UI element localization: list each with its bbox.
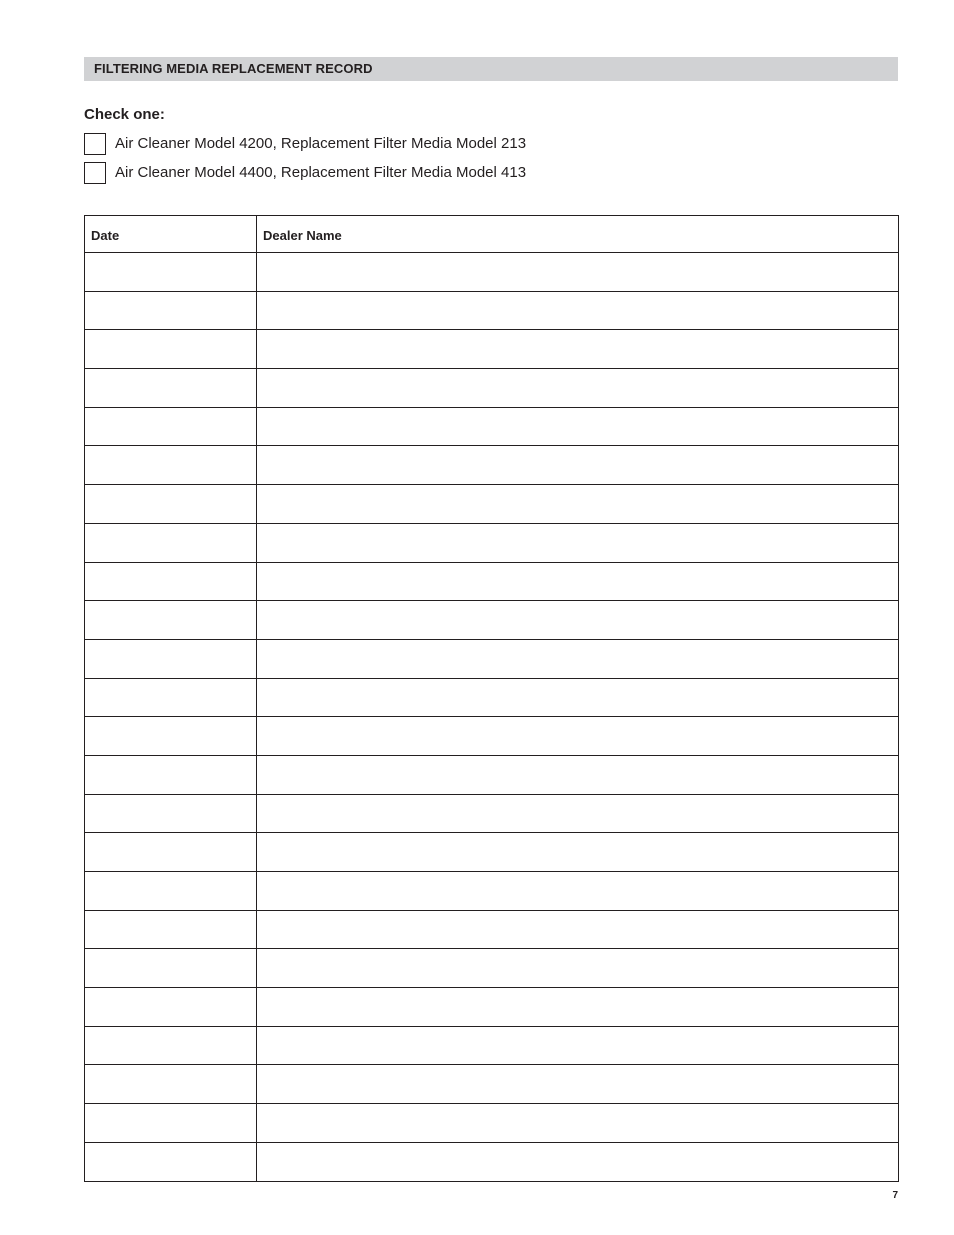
dealer-name-cell[interactable] <box>257 910 899 949</box>
table-row <box>85 291 899 330</box>
check-one-title: Check one: <box>84 106 165 123</box>
table-row <box>85 755 899 794</box>
replacement-record-table <box>84 215 899 1182</box>
date-cell[interactable] <box>85 833 257 872</box>
dealer-name-cell[interactable] <box>257 369 899 408</box>
dealer-name-cell[interactable] <box>257 949 899 988</box>
table-row <box>85 833 899 872</box>
dealer-name-cell[interactable] <box>257 1026 899 1065</box>
table-row <box>85 639 899 678</box>
option-label-model-4400: Air Cleaner Model 4400, Replacement Filter Media Model 413 <box>115 164 527 181</box>
dealer-name-cell[interactable] <box>257 485 899 524</box>
dealer-name-cell[interactable] <box>257 755 899 794</box>
table-row <box>85 407 899 446</box>
dealer-name-cell[interactable] <box>257 717 899 756</box>
table-row <box>85 1142 899 1181</box>
date-cell[interactable] <box>85 369 257 408</box>
page-number: 7 <box>892 1190 898 1201</box>
date-cell[interactable] <box>85 794 257 833</box>
table-row <box>85 910 899 949</box>
date-cell[interactable] <box>85 949 257 988</box>
option-model-4400[interactable] <box>84 161 526 185</box>
option-model-4200[interactable] <box>84 132 526 156</box>
dealer-name-cell[interactable] <box>257 1104 899 1143</box>
date-cell[interactable] <box>85 601 257 640</box>
record-table-body <box>85 253 899 1182</box>
checkbox-model-4200[interactable] <box>84 133 106 155</box>
section-header: FILTERING MEDIA REPLACEMENT RECORD <box>84 57 898 81</box>
dealer-name-cell[interactable] <box>257 523 899 562</box>
dealer-name-cell[interactable] <box>257 253 899 292</box>
date-cell[interactable] <box>85 717 257 756</box>
table-row <box>85 330 899 369</box>
dealer-name-cell[interactable] <box>257 562 899 601</box>
table-row <box>85 988 899 1027</box>
dealer-name-cell[interactable] <box>257 639 899 678</box>
date-cell[interactable] <box>85 446 257 485</box>
column-header-date: Date <box>85 216 257 253</box>
table-row <box>85 485 899 524</box>
table-row <box>85 601 899 640</box>
dealer-name-cell[interactable] <box>257 330 899 369</box>
date-cell[interactable] <box>85 1026 257 1065</box>
dealer-name-cell[interactable] <box>257 1065 899 1104</box>
dealer-name-cell[interactable] <box>257 291 899 330</box>
date-cell[interactable] <box>85 407 257 446</box>
table-row <box>85 949 899 988</box>
date-cell[interactable] <box>85 910 257 949</box>
date-cell[interactable] <box>85 523 257 562</box>
dealer-name-cell[interactable] <box>257 872 899 911</box>
date-cell[interactable] <box>85 639 257 678</box>
option-label-model-4200: Air Cleaner Model 4200, Replacement Filter Media Model 213 <box>115 135 527 152</box>
table-row <box>85 1104 899 1143</box>
date-cell[interactable] <box>85 1065 257 1104</box>
date-cell[interactable] <box>85 291 257 330</box>
date-cell[interactable] <box>85 755 257 794</box>
date-cell[interactable] <box>85 1142 257 1181</box>
dealer-name-cell[interactable] <box>257 601 899 640</box>
column-header-dealer-name: Dealer Name <box>257 216 899 253</box>
dealer-name-cell[interactable] <box>257 446 899 485</box>
dealer-name-cell[interactable] <box>257 678 899 717</box>
table-row <box>85 1026 899 1065</box>
dealer-name-cell[interactable] <box>257 407 899 446</box>
dealer-name-cell[interactable] <box>257 1142 899 1181</box>
table-row <box>85 1065 899 1104</box>
table-row <box>85 872 899 911</box>
date-cell[interactable] <box>85 678 257 717</box>
dealer-name-cell[interactable] <box>257 794 899 833</box>
table-header-row <box>85 216 899 253</box>
date-cell[interactable] <box>85 253 257 292</box>
date-cell[interactable] <box>85 872 257 911</box>
date-cell[interactable] <box>85 988 257 1027</box>
table-row <box>85 523 899 562</box>
table-row <box>85 562 899 601</box>
date-cell[interactable] <box>85 1104 257 1143</box>
table-row <box>85 678 899 717</box>
date-cell[interactable] <box>85 485 257 524</box>
table-row <box>85 794 899 833</box>
checkbox-model-4400[interactable] <box>84 162 106 184</box>
table-row <box>85 253 899 292</box>
dealer-name-cell[interactable] <box>257 833 899 872</box>
date-cell[interactable] <box>85 562 257 601</box>
table-row <box>85 369 899 408</box>
dealer-name-cell[interactable] <box>257 988 899 1027</box>
table-row <box>85 446 899 485</box>
table-row <box>85 717 899 756</box>
date-cell[interactable] <box>85 330 257 369</box>
